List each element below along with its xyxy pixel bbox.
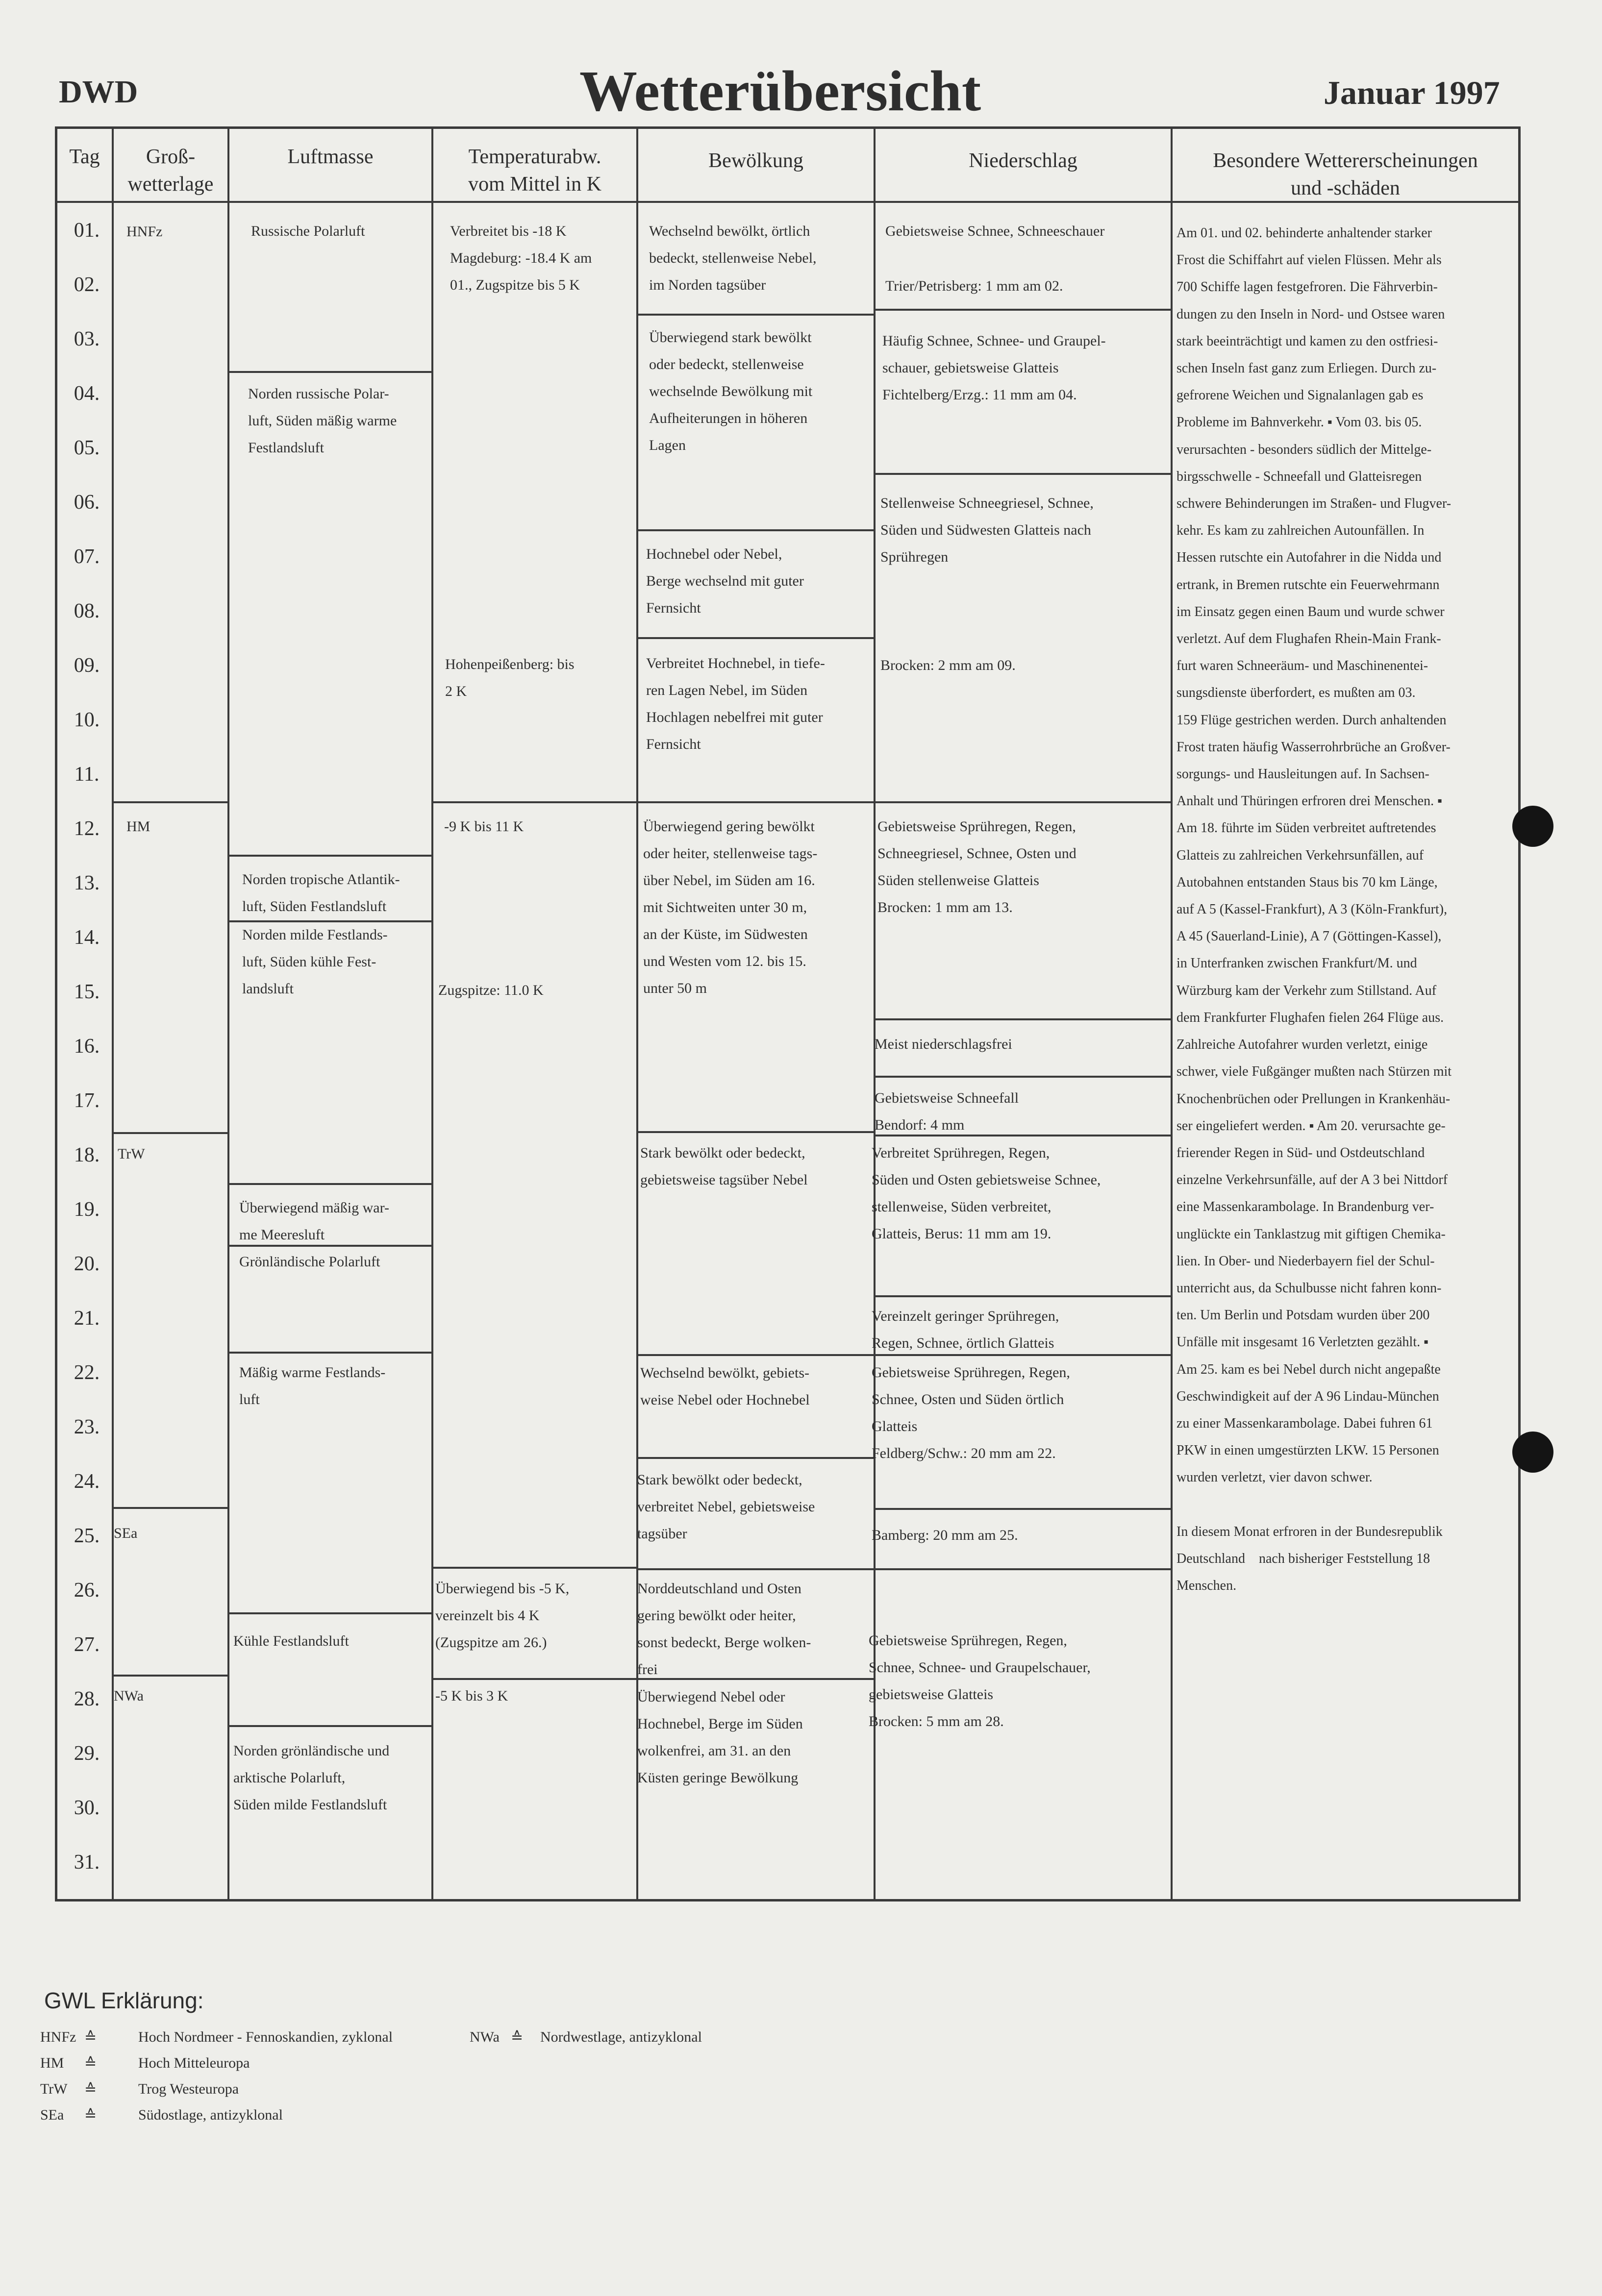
segment-line — [227, 1725, 431, 1727]
niederschlag-entry: Häufig Schnee, Schnee- und Graupel- schauer, gebietsweise Glatteis Fichtelberg/Erzg.: 11 mm am 04. — [882, 333, 1106, 403]
segment-line — [874, 1018, 1171, 1020]
col-line — [431, 126, 433, 1901]
day-number: 23. — [74, 1416, 100, 1438]
legend-symbol: ≙ — [84, 2107, 97, 2123]
gwl-entry: NWa — [114, 1688, 144, 1704]
col-line — [1171, 126, 1173, 1901]
segment-line — [112, 801, 227, 803]
legend-desc: Nordwestlage, antizyklonal — [540, 2029, 702, 2045]
bewoelkung-entry: Überwiegend stark bewölkt oder bedeckt, stellenweise wechselnde Bewölkung mit Aufheiterungen in höheren Lagen — [649, 329, 813, 453]
segment-line — [874, 1508, 1171, 1510]
niederschlag-entry: Trier/Petrisberg: 1 mm am 02. — [885, 278, 1063, 294]
temp-entry: Verbreitet bis -18 K Magdeburg: -18.4 K am 01., Zugspitze bis 5 K — [450, 223, 592, 293]
legend-symbol: ≙ — [84, 2081, 97, 2098]
segment-line — [874, 1295, 1171, 1297]
punch-hole — [1512, 806, 1553, 847]
day-number: 30. — [74, 1797, 100, 1819]
niederschlag-entry: Gebietsweise Sprühregen, Regen, Schnee, Schnee- und Graupelschauer, gebietsweise Glatteis Brocken: 5 mm am 28. — [869, 1632, 1091, 1729]
day-number: 02. — [74, 273, 100, 296]
col-header-bewoelkung: Bewölkung — [708, 149, 803, 172]
legend-symbol: ≙ — [84, 2029, 97, 2046]
niederschlag-entry: Gebietsweise Schneefall Bendorf: 4 mm — [875, 1090, 1019, 1133]
niederschlag-entry: Meist niederschlagsfrei — [875, 1036, 1012, 1052]
luftmasse-entry: Norden grönländische und arktische Polarluft, Süden milde Festlandsluft — [233, 1743, 390, 1813]
legend-title: GWL Erklärung: — [44, 1988, 204, 2013]
legend-desc: Hoch Mitteleuropa — [138, 2055, 250, 2071]
col-header-niederschlag: Niederschlag — [969, 149, 1077, 172]
luftmasse-entry: Norden russische Polar- luft, Süden mäßig warme Festlandsluft — [248, 386, 397, 456]
day-number: 31. — [74, 1851, 100, 1874]
day-number: 11. — [74, 763, 100, 786]
niederschlag-entry: Vereinzelt geringer Sprühregen, Regen, Schnee, örtlich Glatteis — [872, 1308, 1059, 1351]
day-number: 19. — [74, 1198, 100, 1221]
day-number: 22. — [74, 1361, 100, 1384]
bewoelkung-entry: Wechselnd bewölkt, örtlich bedeckt, stellenweise Nebel, im Norden tagsüber — [649, 223, 817, 293]
bewoelkung-entry: Überwiegend gering bewölkt oder heiter, stellenweise tags- über Nebel, im Süden am 16. mit Sichtweiten unter 30 m, an der Küste, im Südwesten und Westen vom 12. bis 15. unter 50 m — [643, 818, 818, 996]
bewoelkung-entry: Wechselnd bewölkt, gebiets- weise Nebel oder Hochnebel — [640, 1365, 810, 1408]
niederschlag-entry: Stellenweise Schneegriesel, Schnee, Süden und Südwesten Glatteis nach Sprühregen — [880, 495, 1094, 565]
header-date: Januar 1997 — [1324, 74, 1500, 111]
legend-symbol: ≙ — [84, 2055, 97, 2072]
day-number: 03. — [74, 328, 100, 350]
besondere-text: Am 01. und 02. behinderte anhaltender starker Frost die Schiffahrt auf vielen Flüssen. Mehr als 700 Schiffe lagen festgefroren. Die Fährverbin- dungen zu den Inseln in Nord- und Ostsee waren stark beeinträchtigt und kamen zu den ostfriesi- schen Inseln fast ganz zum Erliegen. Durch zu- gefrorene Weichen und Signalanlagen gab es Probleme im Bahnverkehr. ▪ Vom 03. bis 05. verursachten - besonders südlich der Mittelge- birgsschwelle - Schneefall und Glatteisregen schwere Behinderungen im Straßen- und Flugver- kehr. Es kam zu zahlreichen Autounfällen. In Hessen rutschte ein Autofahrer in die Nidda und ertrank, in Bremen rutschte ein Feuerwehrmann im Einsatz gegen einen Baum und wurde schwer verletzt. Auf dem Flughafen Rhein-Main Frank- furt waren Schneeräum- und Maschinenentei- sungsdienste überfordert, es mußten am 03. 159 Flüge gestrichen werden. Durch anhaltenden Frost traten häufig Wasserrohrbrüche an Großver- sorgungs- und Hausleitungen auf. In Sachsen- Anhalt und Thüringen erfroren drei Menschen. ▪ Am 18. führte im Süden verbreitet auftretendes Glatteis zu zahlreichen Verkehrsunfällen, auf Autobahnen entstanden Staus bis 70 km Länge, auf A 5 (Kassel-Frankfurt), A 3 (Köln-Frankfurt), A 45 (Sauerland-Linie), A 7 (Göttingen-Kassel), in Unterfranken zwischen Frankfurt/M. und Würzburg kam der Verkehr zum Stillstand. Auf dem Frankfurter Flughafen fielen 264 Flüge aus. Zahlreiche Autofahrer wurden verletzt, einige schwer, viele Fußgänger mußten nach Stürzen mit Knochenbrüchen oder Prellungen in Krankenhäu- ser eingeliefert werden. ▪ Am 20. verursachte ge- frierender Regen in Süd- und Ostdeutschland einzelne Verkehrsunfälle, auf der A 3 bei Nittdorf eine Massenkarambolage. In Brandenburg ver- unglückte ein Tanklastzug mit giftigen Chemika- lien. In Ober- und Niederbayern fiel der Schul- unterricht aus, da Schulbusse nicht fahren konn- ten. Um Berlin und Potsdam wurden über 200 Unfälle mit insgesamt 16 Verletzten gezählt. ▪ Am 25. kam es bei Nebel durch nicht angepaßte Geschwindigkeit auf der A 96 Lindau-München zu einer Massenkarambolage. Dabei fuhren 61 PKW in einen umgestürzten LKW. 15 Personen wurden verletzt, vier davon schwer. In diesem Monat erfroren in der Bundesrepublik Deutschland nach bisheriger Feststellung 18 Menschen. — [1176, 225, 1452, 1594]
legend-code: HNFz — [40, 2029, 76, 2045]
legend-symbol: ≙ — [511, 2029, 524, 2046]
segment-line — [636, 314, 874, 316]
niederschlag-entry: Brocken: 2 mm am 09. — [880, 657, 1016, 673]
gwl-entry: HNFz — [126, 223, 163, 240]
niederschlag-entry: Gebietsweise Sprühregen, Regen, Schnee, Osten und Süden örtlich Glatteis Feldberg/Schw.: 20 mm am 22. — [872, 1364, 1070, 1461]
segment-line — [112, 1132, 227, 1134]
segment-line — [431, 1567, 636, 1569]
segment-line — [874, 1076, 1171, 1078]
segment-line — [112, 1675, 227, 1677]
day-number: 25. — [74, 1525, 100, 1547]
col-header-gwl: Groß- wetterlage — [127, 146, 214, 196]
legend-code: HM — [40, 2055, 64, 2071]
segment-line — [874, 1568, 1171, 1570]
segment-line — [874, 473, 1171, 475]
gwl-entry: SEa — [114, 1525, 138, 1541]
bewoelkung-entry: Stark bewölkt oder bedeckt, verbreitet Nebel, gebietsweise tagsüber — [637, 1472, 815, 1542]
legend-code: SEa — [40, 2107, 64, 2123]
day-number: 05. — [74, 437, 100, 459]
segment-line — [227, 1183, 431, 1185]
day-number: 15. — [74, 981, 100, 1003]
luftmasse-entry: Kühle Festlandsluft — [233, 1633, 349, 1649]
luftmasse-entry: Mäßig warme Festlands- luft — [239, 1364, 386, 1407]
day-number: 09. — [74, 654, 100, 677]
day-number: 20. — [74, 1253, 100, 1275]
day-number: 24. — [74, 1470, 100, 1493]
segment-line — [636, 529, 874, 531]
niederschlag-entry: Verbreitet Sprühregen, Regen, Süden und Osten gebietsweise Schnee, stellenweise, Süden verbreitet, Glatteis, Berus: 11 mm am 19. — [872, 1145, 1101, 1242]
day-number: 04. — [74, 382, 100, 405]
segment-line — [636, 1568, 874, 1570]
day-number: 29. — [74, 1742, 100, 1765]
day-number: 06. — [74, 491, 100, 514]
segment-line — [636, 801, 874, 803]
day-number: 18. — [74, 1144, 100, 1166]
niederschlag-entry: Bamberg: 20 mm am 25. — [872, 1527, 1018, 1543]
segment-line — [636, 1131, 874, 1133]
day-number: 13. — [74, 872, 100, 894]
day-number: 14. — [74, 926, 100, 949]
segment-line — [227, 1612, 431, 1614]
segment-line — [112, 1507, 227, 1509]
day-number: 08. — [74, 600, 100, 622]
segment-line — [636, 1457, 874, 1459]
col-header-besondere: Besondere Wettererscheinungen und -schäden — [1213, 149, 1478, 199]
temp-entry: -9 K bis 11 K — [444, 818, 524, 835]
day-number: 28. — [74, 1688, 100, 1710]
legend-code: NWa — [470, 2029, 500, 2045]
luftmasse-entry: Norden tropische Atlantik- luft, Süden Festlandsluft — [242, 871, 400, 914]
bewoelkung-entry: Norddeutschland und Osten gering bewölkt oder heiter, sonst bedeckt, Berge wolken- frei — [637, 1580, 811, 1678]
bewoelkung-entry: Verbreitet Hochnebel, in tiefe- ren Lagen Nebel, im Süden Hochlagen nebelfrei mit guter Fernsicht — [646, 655, 825, 752]
bewoelkung-entry: Hochnebel oder Nebel, Berge wechselnd mit guter Fernsicht — [646, 546, 804, 616]
segment-line — [227, 855, 431, 857]
punch-hole — [1512, 1432, 1553, 1473]
day-number: 17. — [74, 1089, 100, 1112]
day-number: 01. — [74, 219, 100, 242]
niederschlag-entry: Gebietsweise Schnee, Schneeschauer — [885, 223, 1105, 239]
segment-line — [874, 801, 1171, 803]
temp-entry: -5 K bis 3 K — [435, 1688, 508, 1704]
day-number: 16. — [74, 1035, 100, 1058]
niederschlag-entry: Gebietsweise Sprühregen, Regen, Schneegriesel, Schnee, Osten und Süden stellenweise Glatteis Brocken: 1 mm am 13. — [877, 818, 1076, 915]
day-number: 12. — [74, 817, 100, 840]
segment-line — [431, 1678, 636, 1680]
luftmasse-entry: Norden milde Festlands- luft, Süden kühle Fest- landsluft — [242, 927, 388, 997]
gwl-entry: TrW — [118, 1146, 145, 1162]
segment-line — [227, 371, 431, 373]
segment-line — [431, 801, 636, 803]
temp-entry: Überwiegend bis -5 K, vereinzelt bis 4 K (Zugspitze am 26.) — [435, 1580, 570, 1651]
segment-line — [636, 1354, 874, 1356]
temp-entry: Zugspitze: 11.0 K — [438, 982, 544, 998]
bewoelkung-entry: Stark bewölkt oder bedeckt, gebietsweise tagsüber Nebel — [640, 1145, 808, 1188]
legend-desc: Trog Westeuropa — [138, 2081, 239, 2097]
gwl-entry: HM — [126, 818, 150, 835]
bewoelkung-entry: Überwiegend Nebel oder Hochnebel, Berge im Süden wolkenfrei, am 31. an den Küsten geringe Bewölkung — [637, 1689, 803, 1786]
header-dwd: DWD — [59, 74, 138, 110]
legend-desc: Südostlage, antizyklonal — [138, 2107, 283, 2123]
day-number: 21. — [74, 1307, 100, 1330]
day-number: 26. — [74, 1579, 100, 1602]
luftmasse-entry: Russische Polarluft — [251, 223, 365, 239]
legend-desc: Hoch Nordmeer - Fennoskandien, zyklonal — [138, 2029, 393, 2045]
legend-code: TrW — [40, 2081, 68, 2097]
segment-line — [227, 1352, 431, 1354]
col-header-temp: Temperaturabw. vom Mittel in K — [468, 146, 601, 196]
temp-entry: Hohenpeißenberg: bis 2 K — [445, 656, 575, 699]
col-line — [227, 126, 229, 1901]
luftmasse-entry: Überwiegend mäßig war- me Meeresluft — [239, 1200, 389, 1243]
col-header-tag: Tag — [69, 146, 100, 168]
day-number: 27. — [74, 1633, 100, 1656]
col-header-luftmasse: Luftmasse — [287, 146, 374, 168]
segment-line — [636, 637, 874, 639]
segment-line — [874, 309, 1171, 311]
luftmasse-entry: Grönländische Polarluft — [239, 1254, 380, 1270]
page-title: Wetterübersicht — [579, 59, 981, 123]
day-number: 10. — [74, 709, 100, 731]
day-number: 07. — [74, 545, 100, 568]
